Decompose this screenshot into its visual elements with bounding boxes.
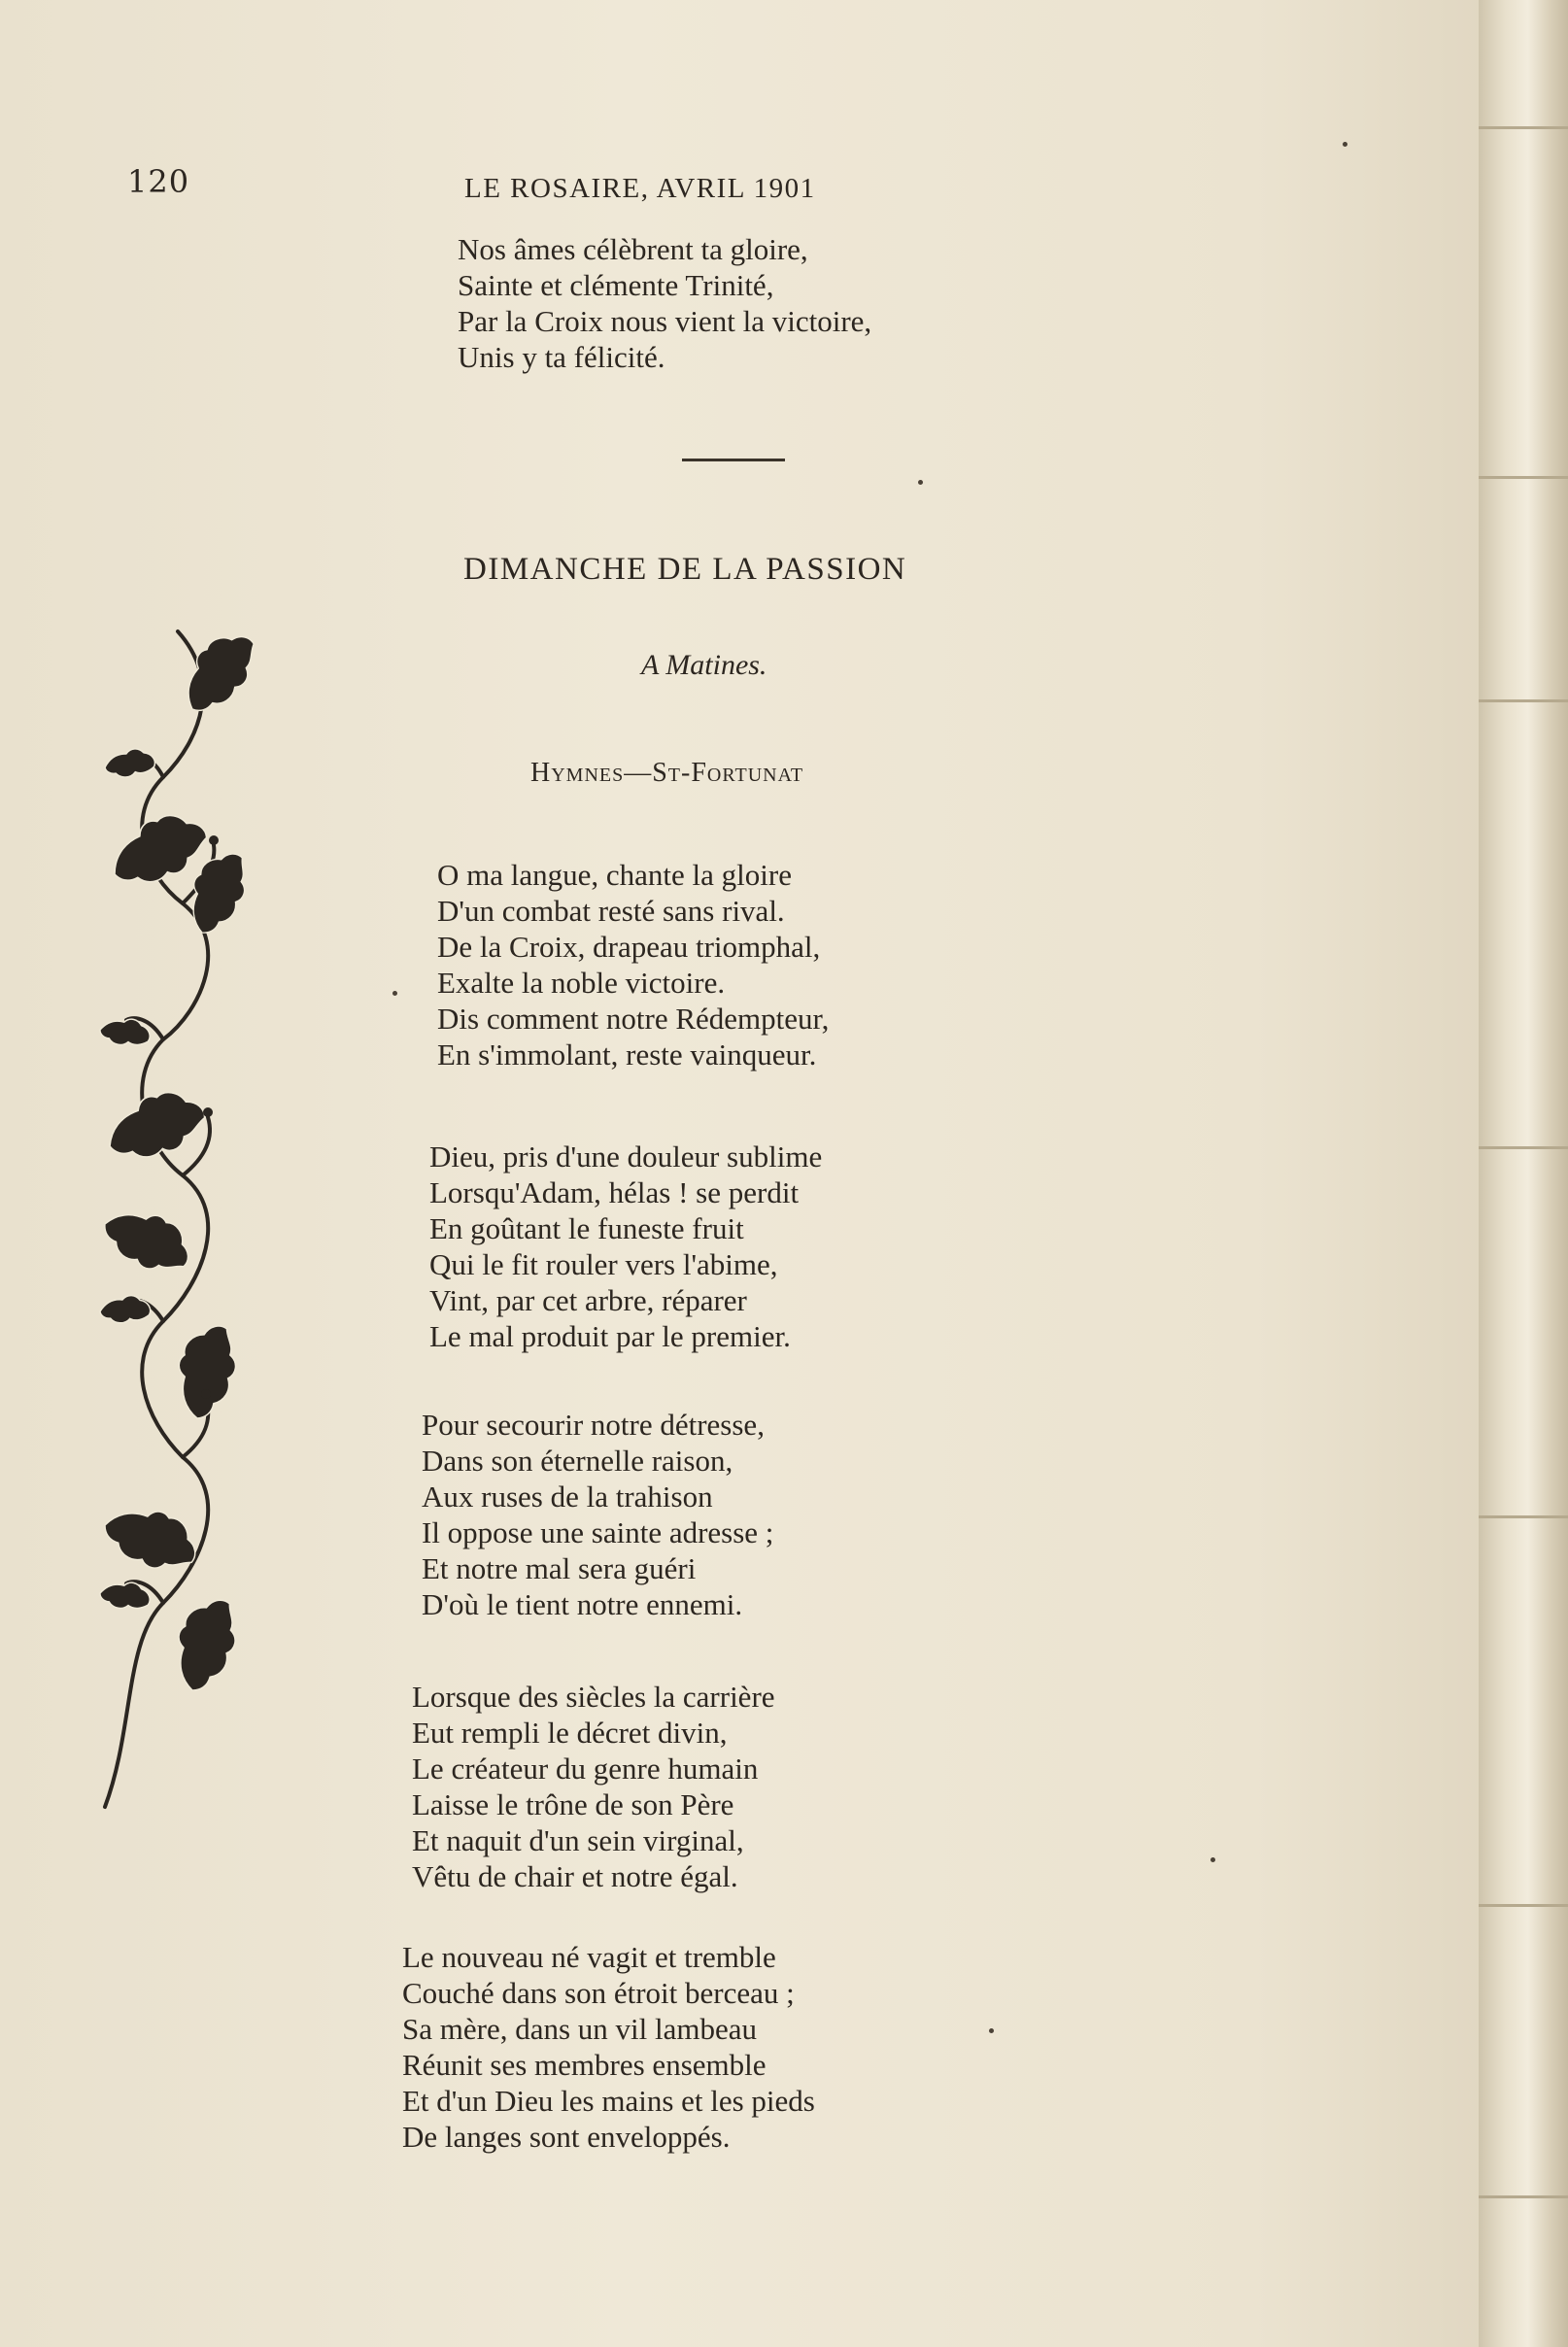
paper-speck [1343,142,1347,147]
page-spine-edge [1479,0,1568,2347]
verse-line: O ma langue, chante la gloire [437,858,792,892]
running-title: LE ROSAIRE, AVRIL 1901 [464,173,816,204]
verse-line: Vêtu de chair et notre égal. [412,1859,738,1893]
stanza-1 [437,857,829,1072]
holly-vine-icon [85,622,270,1817]
section-subtitle: A Matines. [641,649,767,681]
stanza-5 [402,1939,815,2155]
verse-line: De la Croix, drapeau triomphal, [437,930,821,964]
stanza-4 [412,1679,775,1894]
verse-line: Le créateur du genre humain [412,1752,759,1786]
paper-speck [989,2028,994,2033]
verse-line: Réunit ses membres ensemble [402,2048,767,2082]
section-title: DIMANCHE DE LA PASSION [463,552,907,587]
verse-line: Lorsque des siècles la carrière [412,1680,775,1714]
verse-line: Il oppose une sainte adresse ; [422,1515,774,1549]
stanza-3 [422,1407,773,1622]
verse-line: D'un combat resté sans rival. [437,894,785,928]
verse-line: Aux ruses de la trahison [422,1480,713,1514]
paper-speck [918,480,923,485]
section-divider [682,459,785,461]
verse-line: Sa mère, dans un vil lambeau [402,2012,758,2046]
verse-line: Eut rempli le décret divin, [412,1716,728,1750]
verse-line: Exalte la noble victoire. [437,966,726,1000]
page-number: 120 [127,163,190,200]
verse-line: Le mal produit par le premier. [429,1319,791,1353]
verse-line: Vint, par cet arbre, réparer [429,1283,747,1317]
paper-speck [1210,1857,1215,1862]
verse-line: En goûtant le funeste fruit [429,1211,744,1245]
verse-line: Qui le fit rouler vers l'abime, [429,1247,778,1281]
hymn-heading: Hymnes—St-Fortunat [530,758,804,788]
verse-line: Et naquit d'un sein virginal, [412,1823,744,1857]
paper-speck [392,991,397,996]
verse-line: D'où le tient notre ennemi. [422,1587,743,1621]
opening-stanza [458,231,871,375]
verse-line: Sainte et clémente Trinité, [458,268,774,302]
verse-line: Laisse le trône de son Père [412,1787,734,1821]
verse-line: Et d'un Dieu les mains et les pieds [402,2084,815,2118]
verse-line: Le nouveau né vagit et tremble [402,1940,776,1974]
verse-line: Dans son éternelle raison, [422,1444,733,1478]
verse-line: Dis comment notre Rédempteur, [437,1002,830,1036]
verse-line: En s'immolant, reste vainqueur. [437,1037,817,1071]
verse-line: Par la Croix nous vient la victoire, [458,304,872,338]
verse-line: Lorsqu'Adam, hélas ! se perdit [429,1175,800,1209]
verse-line: Couché dans son étroit berceau ; [402,1976,795,2010]
verse-line: Pour secourir notre détresse, [422,1408,765,1442]
verse-line: Nos âmes célèbrent ta gloire, [458,232,808,266]
verse-line: De langes sont enveloppés. [402,2120,731,2154]
stanza-2 [429,1139,822,1354]
verse-line: Et notre mal sera guéri [422,1551,697,1585]
verse-line: Dieu, pris d'une douleur sublime [429,1139,823,1174]
verse-line: Unis y ta félicité. [458,340,665,374]
